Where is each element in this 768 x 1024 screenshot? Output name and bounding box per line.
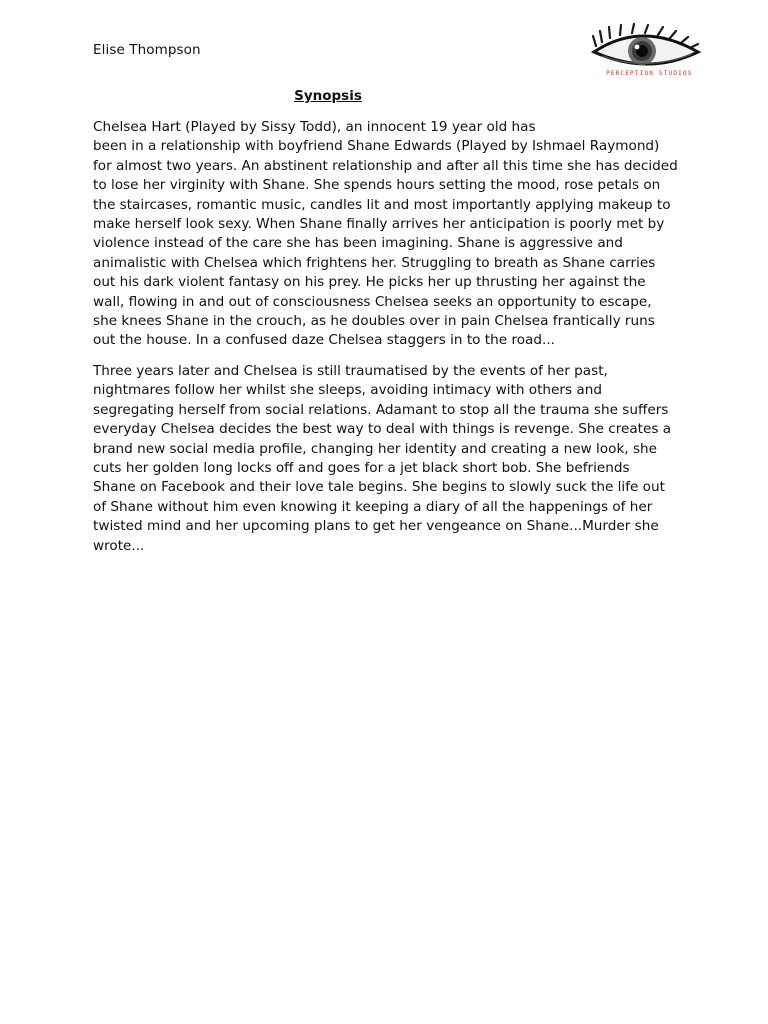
paragraph-line: wall, flowing in and out of consciousness Chelsea seeks an opportunity to escape, <box>93 293 652 310</box>
paragraph-line: wrote... <box>93 537 145 554</box>
synopsis-paragraph-1 <box>93 118 693 351</box>
paragraph-line: she knees Shane in the crouch, as he doubles over in pain Chelsea frantically runs <box>93 313 655 330</box>
logo-text: PERCEPTION STUDIOS <box>606 70 693 77</box>
studio-logo <box>590 22 710 84</box>
paragraph-line: been in a relationship with boyfriend Shane Edwards (Played by Ishmael Raymond) <box>93 138 660 155</box>
paragraph-line: segregating herself from social relations. Adamant to stop all the trauma she suffers <box>93 401 669 418</box>
paragraph-line: to lose her virginity with Shane. She spends hours setting the mood, rose petals on <box>93 177 661 194</box>
paragraph-line: make herself look sexy. When Shane finally arrives her anticipation is poorly met by <box>93 216 665 233</box>
document-title: Synopsis <box>294 88 362 104</box>
paragraph-line: animalistic with Chelsea which frightens her. Struggling to breath as Shane carries <box>93 254 656 271</box>
paragraph-line: cuts her golden long locks off and goes for a jet black short bob. She befriends <box>93 460 630 477</box>
paragraph-line: Chelsea Hart (Played by Sissy Todd), an innocent 19 year old has <box>93 119 536 135</box>
paragraph-line: for almost two years. An abstinent relationship and after all this time she has decided <box>93 157 678 174</box>
author-name: Elise Thompson <box>93 42 201 58</box>
paragraph-line: Shane on Facebook and their love tale begins. She begins to slowly suck the life out <box>93 479 665 496</box>
paragraph-line: out the house. In a confused daze Chelsea staggers in to the road... <box>93 332 555 349</box>
paragraph-line: Three years later and Chelsea is still traumatised by the events of her past, <box>93 363 608 379</box>
paragraph-line: of Shane without him even knowing it keeping a diary of all the happenings of her <box>93 498 653 515</box>
paragraph-line: twisted mind and her upcoming plans to get her vengeance on Shane...Murder she <box>93 518 659 535</box>
synopsis-paragraph-2 <box>93 362 693 556</box>
paragraph-line: nightmares follow her whilst she sleeps, avoiding intimacy with others and <box>93 382 602 399</box>
paragraph-line: brand new social media profile, changing her identity and creating a new look, she <box>93 440 658 457</box>
paragraph-line: violence instead of the care she has been imagining. Shane is aggressive and <box>93 235 623 252</box>
paragraph-line: out his dark violent fantasy on his prey. He picks her up thrusting her against the <box>93 274 646 291</box>
paragraph-line: everyday Chelsea decides the best way to deal with things is revenge. She creates a <box>93 421 672 438</box>
paragraph-line: the staircases, romantic music, candles lit and most importantly applying makeup to <box>93 196 671 213</box>
